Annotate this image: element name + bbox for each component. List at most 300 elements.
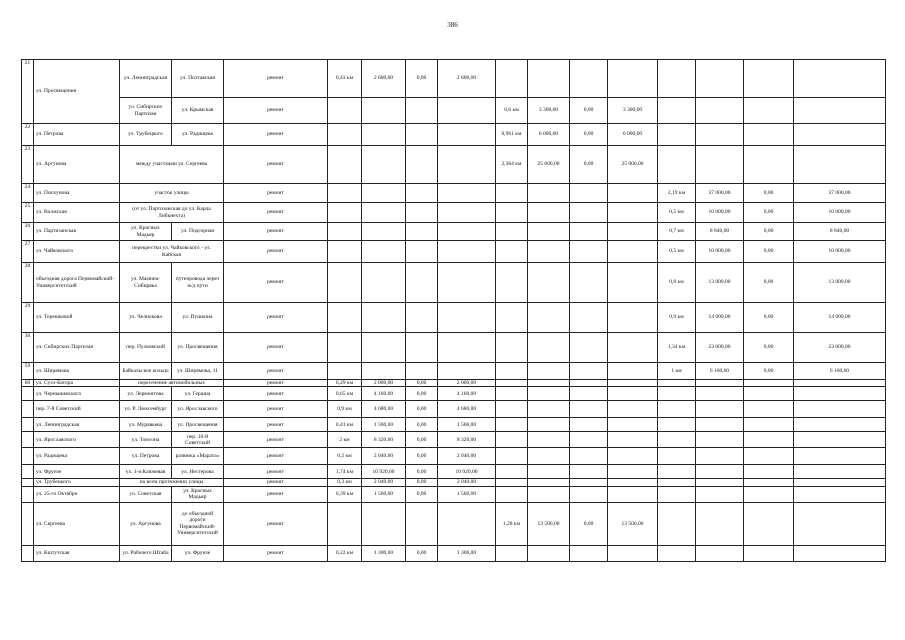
period-a-cost [362, 333, 406, 363]
section-description: на всем протяжении улицы [120, 479, 224, 486]
section-description: перекрестки ул. Чайковского - ул. Кайская [120, 241, 224, 263]
period-c-cost: 10 000,00 [696, 241, 744, 263]
section-to: ул. Просвещения [172, 418, 224, 432]
table-row [22, 502, 886, 545]
period-b-cost [528, 263, 570, 303]
table-row [22, 432, 886, 448]
period-a-cost [362, 241, 406, 263]
period-a-length: 0,9 км [328, 401, 362, 418]
street-name: ул. Чернышевского [34, 387, 120, 401]
period-a-other [406, 223, 438, 241]
period-a-other: 0,00 [406, 380, 438, 387]
street-name: ул. Сергеева [34, 502, 120, 545]
period-b-length [496, 333, 528, 363]
section-from: пер. Пулковский [120, 333, 172, 363]
period-a-cost: 2 040,00 [362, 448, 406, 465]
period-b-length [496, 241, 528, 263]
table-row [22, 203, 886, 223]
row-number: 21 [22, 60, 34, 124]
period-a-other [406, 203, 438, 223]
period-c-cost [696, 387, 744, 401]
row-number: 27 [22, 241, 34, 263]
table-row [22, 363, 886, 380]
period-c-length: 1 км [658, 363, 696, 380]
table-row [22, 146, 886, 184]
period-b-total [608, 486, 658, 502]
period-a-length: 0,29 км [328, 380, 362, 387]
period-b-other [570, 223, 608, 241]
row-number: 29 [22, 303, 34, 333]
period-b-length [496, 486, 528, 502]
period-a-length: 0,3 км [328, 479, 362, 486]
period-a-total: 2 000,00 [438, 380, 496, 387]
table-row [22, 380, 886, 387]
period-b-cost [528, 465, 570, 479]
period-a-cost: 2 040,00 [362, 479, 406, 486]
row-number: 59 [22, 363, 34, 380]
period-a-other: 0,00 [406, 479, 438, 486]
period-c-other: 0,00 [744, 241, 794, 263]
period-a-total [438, 333, 496, 363]
period-c-total: 23 000,00 [794, 333, 886, 363]
period-b-length [496, 184, 528, 203]
period-b-length [496, 263, 528, 303]
street-name: объездная дорога Первомайский-Университетский [34, 263, 120, 303]
period-c-length: 0,5 км [658, 241, 696, 263]
table-row [22, 486, 886, 502]
period-a-other: 0,00 [406, 387, 438, 401]
work-type: ремонт [224, 98, 328, 124]
period-a-cost [362, 203, 406, 223]
period-b-cost [528, 184, 570, 203]
period-a-other [406, 146, 438, 184]
period-a-cost: 2 000,00 [362, 380, 406, 387]
period-b-other [570, 60, 608, 98]
period-b-cost: 13 500,00 [528, 502, 570, 545]
period-c-length: 0,8 км [658, 263, 696, 303]
row-number: 24 [22, 184, 34, 203]
period-a-length [328, 241, 362, 263]
period-a-total [438, 502, 496, 545]
period-c-other [744, 418, 794, 432]
period-a-total [438, 223, 496, 241]
period-b-cost [528, 387, 570, 401]
period-b-length [496, 418, 528, 432]
table-row [22, 98, 886, 124]
period-b-cost [528, 418, 570, 432]
period-c-length [658, 545, 696, 561]
period-b-length [496, 432, 528, 448]
period-c-other [744, 387, 794, 401]
table-row [22, 387, 886, 401]
period-c-other [744, 146, 794, 184]
period-c-other: 0,00 [744, 303, 794, 333]
period-a-total: 2 040,00 [438, 479, 496, 486]
period-c-total [794, 486, 886, 502]
period-c-other [744, 465, 794, 479]
work-type: ремонт [224, 479, 328, 486]
period-b-other: 0,00 [570, 146, 608, 184]
period-c-other [744, 60, 794, 98]
period-a-total [438, 98, 496, 124]
period-c-cost [696, 60, 744, 98]
period-a-length [328, 363, 362, 380]
period-b-other [570, 418, 608, 432]
period-c-length: 0,5 км [658, 203, 696, 223]
section-to: ул. Просвещения [172, 333, 224, 363]
period-c-total [794, 418, 886, 432]
section-from: ул. Красных Мадьяр [120, 223, 172, 241]
period-a-length: 0,2 км [328, 448, 362, 465]
page-number: 386 [447, 21, 458, 29]
table-row [22, 418, 886, 432]
period-c-cost: 8 840,00 [696, 223, 744, 241]
street-name: ул. Волжская [34, 203, 120, 223]
period-c-total: 10 000,00 [794, 203, 886, 223]
period-c-total [794, 387, 886, 401]
period-a-total: 2 600,00 [438, 60, 496, 98]
period-a-length: 0,43 км [328, 60, 362, 98]
section-from: ул. Ленинградская [120, 60, 172, 98]
period-b-length [496, 223, 528, 241]
period-a-cost [362, 223, 406, 241]
street-name: пер. 7-й Советский [34, 401, 120, 418]
period-c-other [744, 401, 794, 418]
period-c-length [658, 448, 696, 465]
work-type: ремонт [224, 263, 328, 303]
period-b-other [570, 448, 608, 465]
section-to: ул. Крымская [172, 98, 224, 124]
period-c-total [794, 545, 886, 561]
row-number [22, 486, 34, 502]
street-name: ул. Чайковского [34, 241, 120, 263]
period-b-length: 0,6 км [496, 98, 528, 124]
period-a-total [438, 124, 496, 146]
period-c-length [658, 387, 696, 401]
work-type: ремонт [224, 303, 328, 333]
period-c-other [744, 432, 794, 448]
period-b-other [570, 363, 608, 380]
period-c-other: 0,00 [744, 263, 794, 303]
period-a-length [328, 223, 362, 241]
street-name: ул. Ярославского [34, 432, 120, 448]
work-type: ремонт [224, 545, 328, 561]
period-a-other [406, 363, 438, 380]
period-b-length [496, 303, 528, 333]
period-c-total [794, 98, 886, 124]
period-b-total [608, 387, 658, 401]
section-to: путепровода через ж/д пути [172, 263, 224, 303]
table-row [22, 184, 886, 203]
street-name: ул. Пискунова [34, 184, 120, 203]
period-a-length [328, 124, 362, 146]
period-c-other [744, 479, 794, 486]
row-number: 30 [22, 333, 34, 363]
table-row [22, 124, 886, 146]
period-b-total [608, 448, 658, 465]
period-b-other [570, 333, 608, 363]
work-type: ремонт [224, 448, 328, 465]
section-to: ул. Радищева [172, 124, 224, 146]
period-b-cost [528, 401, 570, 418]
work-type: ремонт [224, 223, 328, 241]
street-name: ул. Радищева [34, 448, 120, 465]
period-b-other [570, 303, 608, 333]
section-to: ул. Ярославского [172, 401, 224, 418]
period-a-cost [362, 98, 406, 124]
period-b-length [496, 60, 528, 98]
period-c-cost [696, 98, 744, 124]
period-c-length [658, 380, 696, 387]
period-b-total [608, 203, 658, 223]
period-c-length [658, 432, 696, 448]
period-b-total [608, 479, 658, 486]
period-b-length [496, 465, 528, 479]
section-from: ул. Советская [120, 486, 172, 502]
period-b-length: 0,961 км [496, 124, 528, 146]
period-a-cost: 2 600,00 [362, 60, 406, 98]
section-description: между участками ул. Сергеева [120, 146, 224, 184]
period-b-cost [528, 486, 570, 502]
period-a-length [328, 98, 362, 124]
period-b-other: 0,00 [570, 98, 608, 124]
period-a-other: 0,00 [406, 465, 438, 479]
period-b-cost: 3 300,00 [528, 98, 570, 124]
section-from: ул. Аргунова [120, 502, 172, 545]
period-a-total: 4 680,00 [438, 401, 496, 418]
street-name: ул. Трубецкого [34, 479, 120, 486]
table-row [22, 448, 886, 465]
period-c-cost [696, 124, 744, 146]
period-b-total: 6 000,00 [608, 124, 658, 146]
section-description: (от ул. Партизанская до ул. Карла Либкнехта) [120, 203, 224, 223]
period-a-total [438, 263, 496, 303]
period-a-cost [362, 303, 406, 333]
table-row [22, 401, 886, 418]
work-type: ремонт [224, 184, 328, 203]
row-number [22, 387, 34, 401]
period-b-cost [528, 380, 570, 387]
period-a-other [406, 124, 438, 146]
period-b-cost [528, 241, 570, 263]
period-c-length [658, 401, 696, 418]
period-c-cost: 14 000,00 [696, 303, 744, 333]
street-name: ул. Терешковой [34, 303, 120, 333]
period-a-cost [362, 502, 406, 545]
table-row [22, 479, 886, 486]
section-from: ул. Мамина-Сибиряка [120, 263, 172, 303]
period-b-cost [528, 223, 570, 241]
table-row [22, 465, 886, 479]
period-c-length [658, 60, 696, 98]
period-b-length [496, 380, 528, 387]
work-type: ремонт [224, 60, 328, 98]
period-a-cost: 4 680,00 [362, 401, 406, 418]
period-a-cost: 8 320,00 [362, 432, 406, 448]
period-b-other [570, 203, 608, 223]
period-c-length: 0,7 км [658, 223, 696, 241]
period-b-length [496, 545, 528, 561]
period-b-total [608, 241, 658, 263]
period-c-length [658, 124, 696, 146]
period-c-cost [696, 146, 744, 184]
period-b-other [570, 545, 608, 561]
street-name: ул. Петрова [34, 124, 120, 146]
period-a-other [406, 303, 438, 333]
work-type: ремонт [224, 333, 328, 363]
period-c-total: 14 000,00 [794, 303, 886, 333]
period-a-total [438, 146, 496, 184]
period-c-length [658, 418, 696, 432]
period-c-other [744, 124, 794, 146]
work-type: ремонт [224, 486, 328, 502]
table-row [22, 223, 886, 241]
period-b-other [570, 263, 608, 303]
section-to: ул. Фрунзе [172, 545, 224, 561]
period-c-length [658, 146, 696, 184]
period-a-length: 0,39 км [328, 486, 362, 502]
period-a-length [328, 203, 362, 223]
section-to: до объездной дороги Первомайский-Университетский [172, 502, 224, 545]
period-c-total [794, 146, 886, 184]
work-type: ремонт [224, 124, 328, 146]
period-c-length [658, 486, 696, 502]
work-type: ремонт [224, 401, 328, 418]
period-a-other: 0,00 [406, 401, 438, 418]
period-c-total [794, 479, 886, 486]
period-c-length [658, 479, 696, 486]
period-c-total: 6 160,00 [794, 363, 886, 380]
period-c-cost [696, 401, 744, 418]
period-b-total [608, 303, 658, 333]
period-c-other [744, 380, 794, 387]
period-c-total [794, 401, 886, 418]
period-c-total [794, 465, 886, 479]
period-a-other [406, 502, 438, 545]
period-c-length [658, 465, 696, 479]
period-b-length [496, 203, 528, 223]
period-b-total: 13 500,00 [608, 502, 658, 545]
section-from: ул. Сибирских Партизан [120, 98, 172, 124]
period-b-other [570, 387, 608, 401]
period-a-cost [362, 124, 406, 146]
period-a-other [406, 333, 438, 363]
period-b-other: 0,00 [570, 502, 608, 545]
period-b-total [608, 465, 658, 479]
period-b-length [496, 448, 528, 465]
period-a-total: 1 560,00 [438, 418, 496, 432]
period-a-cost: 1 560,00 [362, 418, 406, 432]
section-to: ул. Полтавская [172, 60, 224, 98]
period-c-total [794, 60, 886, 98]
table-row [22, 545, 886, 561]
period-b-length: 1,28 км [496, 502, 528, 545]
period-a-cost [362, 184, 406, 203]
period-c-total [794, 502, 886, 545]
period-c-length: 0,9 км [658, 303, 696, 333]
period-a-other [406, 241, 438, 263]
period-b-cost [528, 333, 570, 363]
period-a-cost: 1 560,00 [362, 486, 406, 502]
street-name: ул. Ленинградская [34, 418, 120, 432]
period-a-other: 0,00 [406, 60, 438, 98]
period-c-total [794, 380, 886, 387]
period-a-total: 2 040,00 [438, 448, 496, 465]
period-a-other [406, 263, 438, 303]
period-b-total: 25 000,00 [608, 146, 658, 184]
period-c-cost [696, 486, 744, 502]
street-name: ул. Партизанская [34, 223, 120, 241]
period-a-total [438, 303, 496, 333]
period-a-other: 0,00 [406, 448, 438, 465]
section-from: ул. Томсона [120, 432, 172, 448]
period-b-cost [528, 545, 570, 561]
period-b-other [570, 479, 608, 486]
work-type: ремонт [224, 241, 328, 263]
section-from: ул. Петрова [120, 448, 172, 465]
period-a-other: 0,00 [406, 418, 438, 432]
period-b-total [608, 545, 658, 561]
row-number [22, 502, 34, 545]
period-c-other: 0,00 [744, 223, 794, 241]
work-type: ремонт [224, 380, 328, 387]
period-b-other [570, 241, 608, 263]
section-from: ул. Муравьева [120, 418, 172, 432]
period-c-total: 10 000,00 [794, 241, 886, 263]
period-b-total [608, 60, 658, 98]
period-b-cost [528, 363, 570, 380]
period-c-cost: 37 000,00 [696, 184, 744, 203]
period-c-other: 0,00 [744, 203, 794, 223]
period-c-other [744, 448, 794, 465]
period-c-length: 2,19 км [658, 184, 696, 203]
period-b-total [608, 401, 658, 418]
period-c-length: 1,34 км [658, 333, 696, 363]
section-from: ул. 1-я Ключевая [120, 465, 172, 479]
period-b-other [570, 465, 608, 479]
work-type: ремонт [224, 146, 328, 184]
period-b-total [608, 263, 658, 303]
period-a-length [328, 502, 362, 545]
row-number: 28 [22, 263, 34, 303]
roads-table [21, 59, 886, 562]
table-row [22, 60, 886, 98]
row-number [22, 545, 34, 561]
section-to: развязка «Марата» [172, 448, 224, 465]
row-number [22, 448, 34, 465]
row-number [22, 479, 34, 486]
row-number [22, 401, 34, 418]
period-c-cost: 23 000,00 [696, 333, 744, 363]
period-c-other [744, 98, 794, 124]
period-a-other: 0,00 [406, 432, 438, 448]
period-c-cost [696, 465, 744, 479]
period-c-cost [696, 545, 744, 561]
table-row [22, 303, 886, 333]
period-c-cost: 10 000,00 [696, 203, 744, 223]
period-a-total [438, 363, 496, 380]
street-name: ул. Ширямова [34, 363, 120, 380]
period-c-total: 37 000,00 [794, 184, 886, 203]
period-c-other: 0,00 [744, 184, 794, 203]
period-a-cost [362, 363, 406, 380]
period-b-other: 0,00 [570, 124, 608, 146]
period-c-other [744, 502, 794, 545]
period-c-cost: 13 000,00 [696, 263, 744, 303]
period-b-total [608, 363, 658, 380]
period-c-cost [696, 502, 744, 545]
section-from: ул. Р. Люксембург [120, 401, 172, 418]
